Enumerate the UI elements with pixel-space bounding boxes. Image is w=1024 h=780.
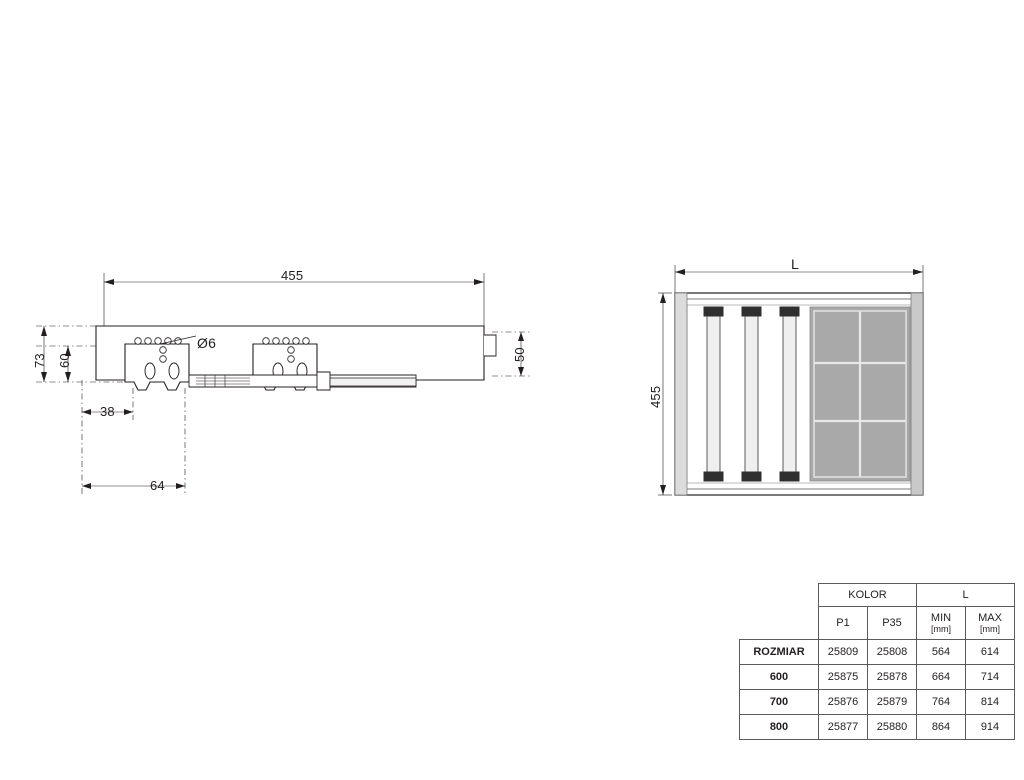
cell-p35: 25878: [868, 665, 917, 690]
cell-p35: 25880: [868, 715, 917, 740]
top-view-drawing: [630, 245, 1024, 545]
cell-p1: 25809: [819, 640, 868, 665]
cell-rozmiar: 600: [740, 665, 819, 690]
header-l: L: [917, 584, 1015, 607]
header-rozmiar: ROZMIAR: [740, 640, 819, 665]
dim-50: 50: [512, 347, 527, 362]
cell-min: 564: [917, 640, 966, 665]
table-header-row-1: [740, 584, 1015, 607]
table-row: [740, 640, 1015, 665]
cell-p1: 25877: [819, 715, 868, 740]
cell-p1: 25875: [819, 665, 868, 690]
dim-64: 64: [150, 478, 165, 493]
dim-hole-diameter: Ø6: [197, 335, 217, 351]
cell-p35: 25879: [868, 690, 917, 715]
cell-max: 714: [966, 665, 1015, 690]
header-min-label: MIN: [930, 611, 952, 624]
cell-min: 764: [917, 690, 966, 715]
table-row: [740, 665, 1015, 690]
cell-p35: 25808: [868, 640, 917, 665]
cell-rozmiar: 700: [740, 690, 819, 715]
cell-p1: 25876: [819, 690, 868, 715]
cell-rozmiar: 800: [740, 715, 819, 740]
table-row: [740, 715, 1015, 740]
header-max-label: MAX: [978, 611, 1002, 624]
header-max-unit: [mm]: [980, 624, 1000, 635]
table-row: [740, 690, 1015, 715]
cell-min: 664: [917, 665, 966, 690]
dim-38: 38: [100, 404, 115, 419]
spec-table: [739, 583, 1015, 740]
dim-73: 73: [32, 353, 47, 368]
dim-L-top: L: [791, 256, 799, 272]
cell-max: 814: [966, 690, 1015, 715]
header-min: [917, 607, 966, 640]
side-view-drawing: [0, 240, 600, 780]
header-p35: P35: [868, 607, 917, 640]
header-p1: P1: [819, 607, 868, 640]
header-max: [966, 607, 1015, 640]
header-kolor: KOLOR: [819, 584, 917, 607]
cell-min: 864: [917, 715, 966, 740]
header-min-unit: [mm]: [931, 624, 951, 635]
cell-max: 614: [966, 640, 1015, 665]
dim-60: 60: [57, 353, 72, 368]
cell-max: 914: [966, 715, 1015, 740]
dim-455-side: 455: [281, 268, 304, 283]
dim-455-top: 455: [648, 385, 663, 408]
